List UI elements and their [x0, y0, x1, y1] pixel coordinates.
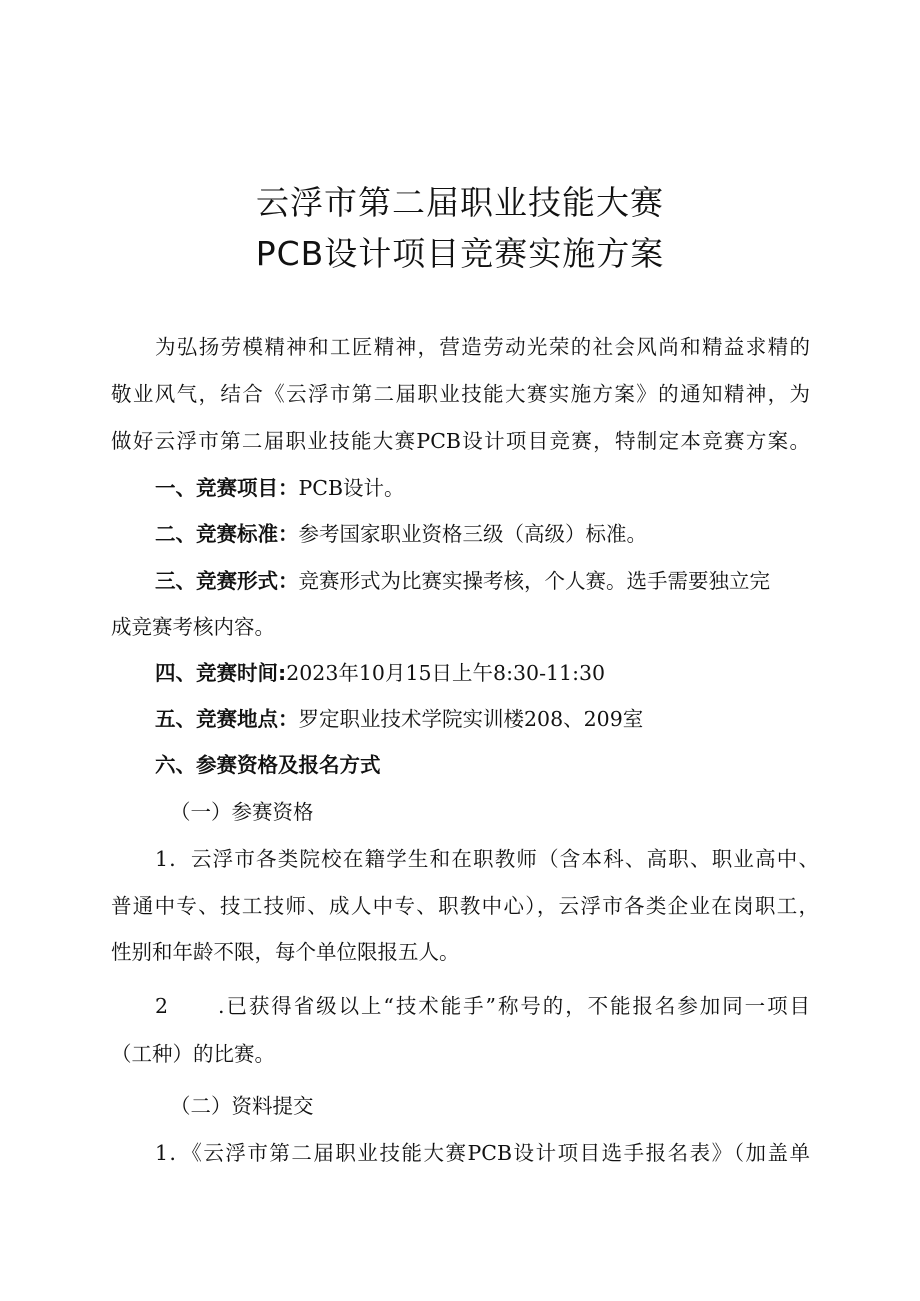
section-heading: 一、竞赛项目：: [155, 476, 299, 500]
section-eligibility-registration: 六、参赛资格及报名方式: [155, 753, 381, 777]
eligibility-point-2-line-1: .已获得省级以上“技术能手”称号的，不能报名参加同一项目: [218, 994, 810, 1018]
section-competition-standard: [155, 519, 647, 549]
section-competition-format-continued: 成竞赛考核内容。: [111, 615, 275, 639]
intro-paragraph-line-2: 敬业风气，结合《云浮市第二届职业技能大赛实施方案》的通知精神，为: [111, 382, 810, 406]
document-title-line-1: 云浮市第二届职业技能大赛: [256, 183, 664, 222]
intro-paragraph-line-3: 做好云浮市第二届职业技能大赛PCB设计项目竞赛，特制定本竞赛方案。: [111, 429, 810, 453]
section-text: 2023年10月15日上午8:30-11:30: [286, 661, 606, 685]
section-text: 参考国家职业资格三级（高级）标准。: [298, 522, 647, 546]
section-text: PCB设计。: [298, 476, 405, 500]
document-title-line-2: PCB设计项目竞赛实施方案: [255, 234, 665, 273]
eligibility-point-1-line-2: 普通中专、技工技师、成人中专、职教中心），云浮市各类企业在岗职工，: [111, 894, 819, 918]
intro-paragraph-line-1: 为弘扬劳模精神和工匠精神，营造劳动光荣的社会风尚和精益求精的: [155, 335, 810, 359]
section-heading: 四、竞赛时间:: [155, 661, 287, 685]
section-competition-item: [155, 473, 405, 503]
materials-point-1-line-1: 1．《云浮市第二届职业技能大赛PCB设计项目选手报名表》（加盖单: [155, 1141, 810, 1165]
section-text: 罗定职业技术学院实训楼208、209室: [298, 707, 644, 731]
section-competition-format: [155, 566, 770, 596]
section-competition-time: [155, 658, 605, 688]
section-heading: 五、竞赛地点：: [155, 707, 299, 731]
section-heading: 二、竞赛标准：: [155, 522, 299, 546]
section-competition-location: [155, 704, 643, 734]
section-text: 竞赛形式为比赛实操考核，个人赛。选手需要独立完: [298, 569, 770, 593]
eligibility-point-2-line-2: （工种）的比赛。: [111, 1042, 275, 1066]
section-heading: 三、竞赛形式：: [155, 569, 299, 593]
eligibility-point-1-line-1: 1．云浮市各类院校在籍学生和在职教师（含本科、高职、职业高中、: [155, 847, 819, 871]
eligibility-point-2-number: 2: [155, 994, 169, 1018]
subsection-eligibility: （一）参赛资格: [170, 800, 314, 824]
subsection-materials: （二）资料提交: [170, 1094, 314, 1118]
eligibility-point-1-line-3: 性别和年龄不限，每个单位限报五人。: [111, 940, 460, 964]
